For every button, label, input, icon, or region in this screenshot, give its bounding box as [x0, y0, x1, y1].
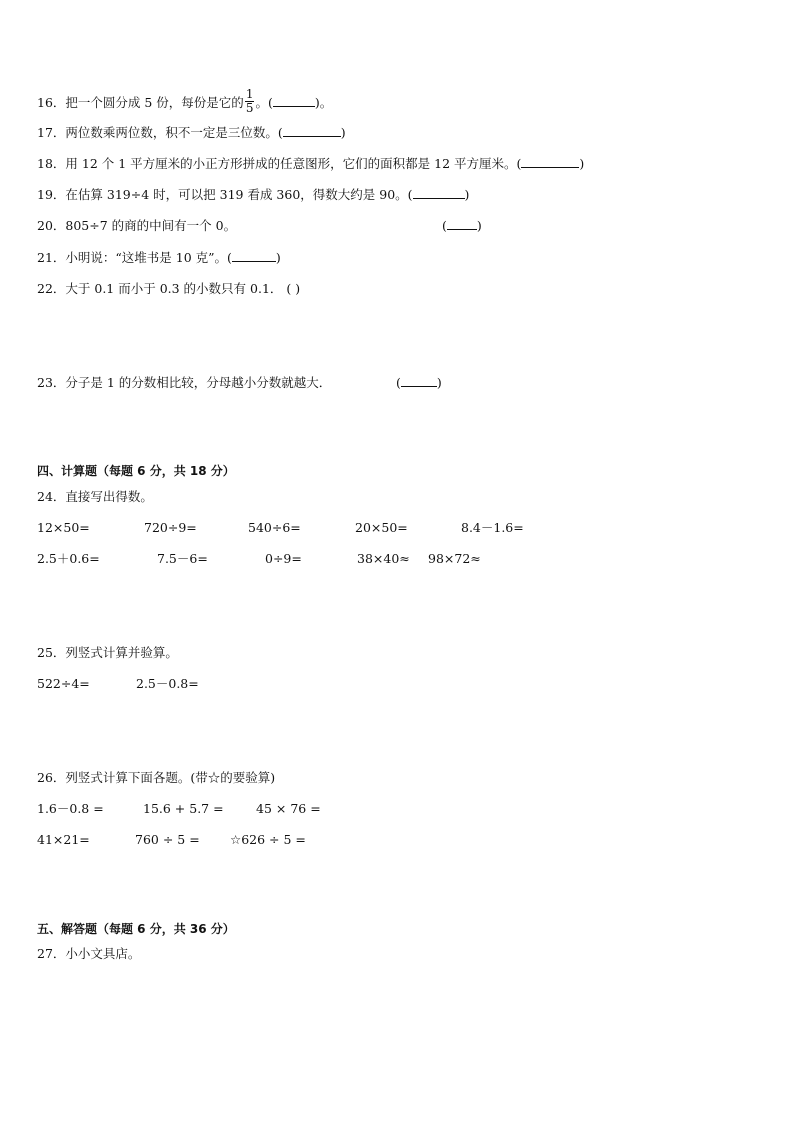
- question-19-text: 19．在估算 319÷4 时，可以把 319 看成 360，得数大约是 90。(: [37, 187, 413, 202]
- answer-close-paren: ): [476, 218, 482, 233]
- question-20-text: 20．805÷7 的商的中间有一个 0。: [37, 218, 237, 233]
- answer-blank[interactable]: [413, 187, 465, 199]
- question-16-text: 16．把一个圆分成 5 份，每份是它的: [37, 95, 244, 110]
- answer-blank[interactable]: [232, 250, 276, 262]
- calc-item: 0÷9=: [265, 551, 302, 566]
- answer-blank[interactable]: [283, 125, 341, 137]
- question-18: [37, 156, 584, 172]
- question-20-answer: [442, 218, 482, 234]
- question-26-title: 26．列竖式计算下面各题。(带☆的要验算): [37, 770, 276, 785]
- question-21: [37, 250, 281, 266]
- section-4-title: 四、计算题（每题 6 分，共 18 分）: [37, 464, 235, 478]
- calc-item: 41×21=: [37, 832, 90, 847]
- question-22-text: 22．大于 0.1 而小于 0.3 的小数只有 0.1． ( ): [37, 281, 301, 296]
- calc-item: 15.6 + 5.7 =: [143, 801, 224, 816]
- calc-item: 20×50=: [355, 520, 408, 535]
- calc-item: 540÷6=: [248, 520, 301, 535]
- answer-blank[interactable]: [521, 156, 579, 168]
- question-22: [37, 281, 300, 297]
- answer-close-paren: ): [275, 250, 281, 265]
- question-23-text: 23．分子是 1 的分数相比较，分母越小分数就越大．: [37, 375, 332, 390]
- calc-item: 8.4－1.6=: [461, 520, 524, 535]
- question-17: [37, 125, 346, 141]
- question-17-text: 17．两位数乘两位数，积不一定是三位数。(: [37, 125, 283, 140]
- calc-item: 1.6－0.8 =: [37, 801, 104, 816]
- answer-close-paren: ): [436, 375, 442, 390]
- answer-open-paren: (: [442, 218, 447, 233]
- answer-blank[interactable]: [273, 95, 315, 107]
- calc-item: 760 ÷ 5 =: [135, 832, 200, 847]
- question-24-title: 24．直接写出得数。: [37, 489, 153, 504]
- answer-close-paren: ): [579, 156, 585, 171]
- question-16: [37, 87, 333, 117]
- calc-item: 2.5＋0.6=: [37, 551, 100, 566]
- calc-item: 522÷4=: [37, 676, 90, 691]
- question-23: [37, 375, 331, 391]
- question-20: [37, 218, 236, 234]
- fraction: [245, 88, 255, 115]
- calc-item: 2.5－0.8=: [136, 676, 199, 691]
- calc-item: 720÷9=: [144, 520, 197, 535]
- question-23-answer: [396, 375, 442, 391]
- answer-close-paren: ): [340, 125, 346, 140]
- section-5-title: 五、解答题（每题 6 分，共 36 分）: [37, 922, 235, 936]
- question-18-text: 18．用 12 个 1 平方厘米的小正方形拼成的任意图形，它们的面积都是 12 平方厘米。(: [37, 156, 522, 171]
- question-25-title: 25．列竖式计算并验算。: [37, 645, 178, 660]
- answer-blank[interactable]: [447, 218, 477, 230]
- fraction-denominator: 5: [245, 101, 254, 115]
- answer-blank[interactable]: [401, 375, 437, 387]
- answer-close-paren: ): [464, 187, 470, 202]
- calc-item: 98×72≈: [428, 551, 481, 566]
- answer-close-paren: )。: [314, 95, 333, 110]
- calc-item: 7.5－6=: [157, 551, 208, 566]
- calc-item: 38×40≈: [357, 551, 410, 566]
- answer-open-paren: 。(: [255, 95, 273, 110]
- answer-open-paren: (: [396, 375, 401, 390]
- calc-item: 12×50=: [37, 520, 90, 535]
- question-21-text: 21．小明说：“这堆书是 10 克”。(: [37, 250, 232, 265]
- calc-item: ☆626 ÷ 5 =: [230, 832, 306, 847]
- question-19: [37, 187, 469, 203]
- question-27: 27．小小文具店。: [37, 946, 141, 961]
- fraction-numerator: 1: [245, 87, 254, 101]
- calc-item: 45 × 76 =: [256, 801, 321, 816]
